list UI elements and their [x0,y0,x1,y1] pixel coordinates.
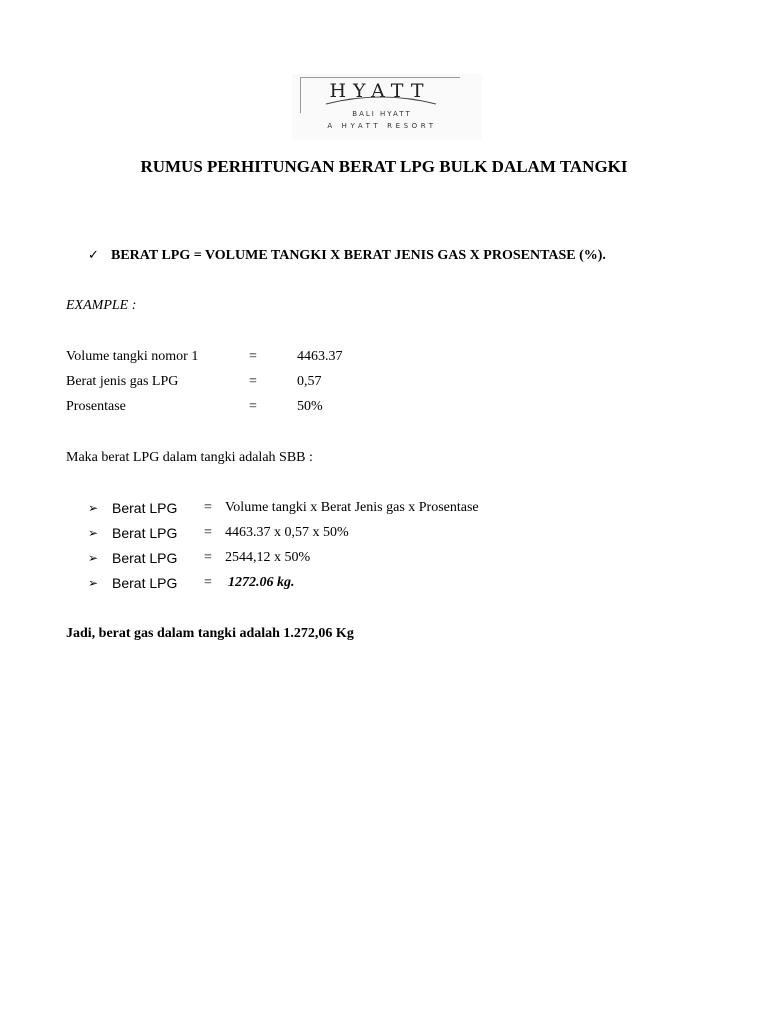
equals-sign: = [204,550,212,565]
calculation-steps [88,498,708,598]
calculation-step [88,573,708,598]
equals-sign: = [249,374,257,389]
conclusion-text: Jadi, berat gas dalam tangki adalah 1.272,06 Kg [66,626,354,641]
formula-text: BERAT LPG = VOLUME TANGKI X BERAT JENIS GAS X PROSENTASE (%). [111,248,606,263]
arrow-icon: ➢ [88,551,99,565]
hyatt-logo [292,74,482,140]
step-label: Berat LPG [112,550,178,566]
step-value: 2544,12 x 50% [225,550,311,565]
step-label: Berat LPG [112,525,178,541]
calculation-step [88,548,708,573]
parameter-row [66,347,706,372]
example-label: EXAMPLE : [66,298,137,313]
arrow-icon: ➢ [88,526,99,540]
parameter-row [66,397,706,422]
logo-subtitle: BALI HYATT [352,110,412,118]
logo-name: HYATT [329,80,431,102]
parameter-list [66,347,706,422]
calculation-step [88,523,708,548]
step-value: Volume tangki x Berat Jenis gas x Prosentase [225,500,479,515]
parameter-row [66,372,706,397]
equals-sign: = [204,500,212,515]
step-result-value: 1272.06 kg. [228,575,295,590]
step-label: Berat LPG [112,500,178,516]
check-icon: ✓ [88,248,99,263]
parameter-value: 50% [297,399,323,414]
logo-frame-left [300,77,301,113]
parameter-label: Berat jenis gas LPG [66,374,179,389]
parameter-value: 4463.37 [297,349,343,364]
document-title: RUMUS PERHITUNGAN BERAT LPG BULK DALAM TANGKI [140,157,628,176]
parameter-label: Prosentase [66,399,126,414]
parameter-value: 0,57 [297,374,322,389]
parameter-label: Volume tangki nomor 1 [66,349,199,364]
formula-line [88,246,606,266]
logo-tagline: A HYATT RESORT [327,122,437,130]
logo-frame-top [300,77,460,78]
arrow-icon: ➢ [88,576,99,590]
step-label: Berat LPG [112,575,178,591]
equals-sign: = [249,399,257,414]
step-value: 4463.37 x 0,57 x 50% [225,525,349,540]
calculation-intro: Maka berat LPG dalam tangki adalah SBB : [66,450,313,465]
equals-sign: = [204,575,212,590]
logo-swoosh-icon [322,88,440,108]
arrow-icon: ➢ [88,501,99,515]
equals-sign: = [204,525,212,540]
calculation-step [88,498,708,523]
equals-sign: = [249,349,257,364]
